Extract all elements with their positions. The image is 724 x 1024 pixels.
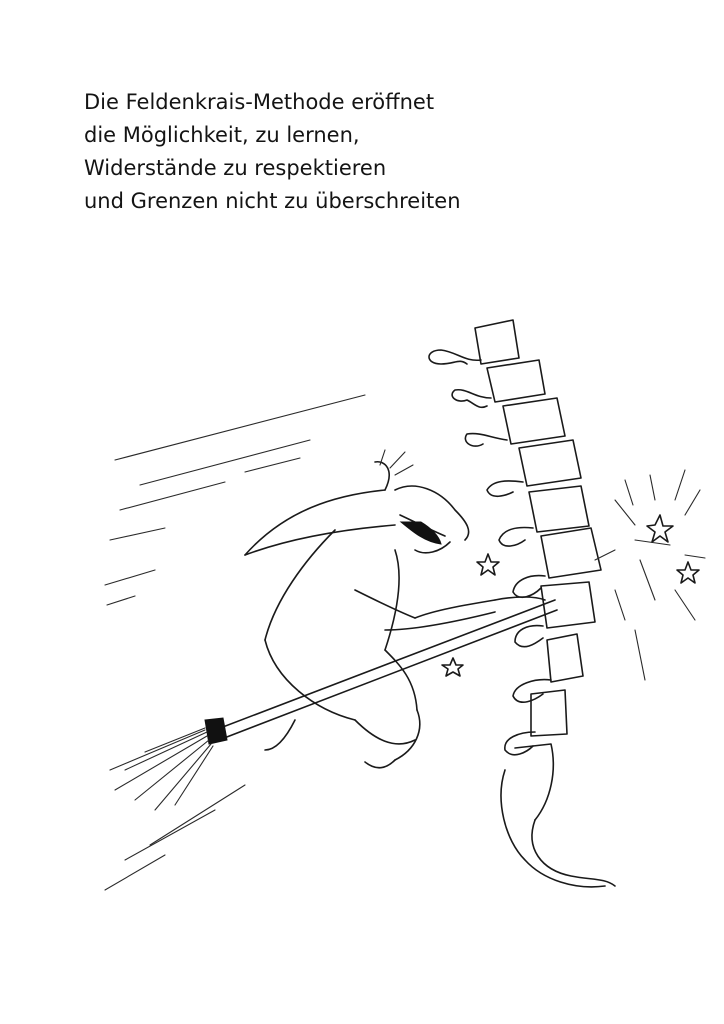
line-drawing-illustration	[95, 300, 715, 920]
broom	[115, 600, 557, 810]
quote-text	[84, 86, 644, 218]
quote-line-2: die Möglichkeit, zu lernen,	[84, 123, 360, 147]
quote-line-3: Widerstände zu respektieren	[84, 156, 387, 180]
speed-lines	[105, 395, 365, 890]
witch-figure	[245, 450, 545, 768]
quote-line-4: und Grenzen nicht zu überschreiten	[84, 189, 461, 213]
spine-vertebrae	[429, 320, 615, 887]
quote-line-1: Die Feldenkrais-Methode eröffnet	[84, 90, 435, 114]
